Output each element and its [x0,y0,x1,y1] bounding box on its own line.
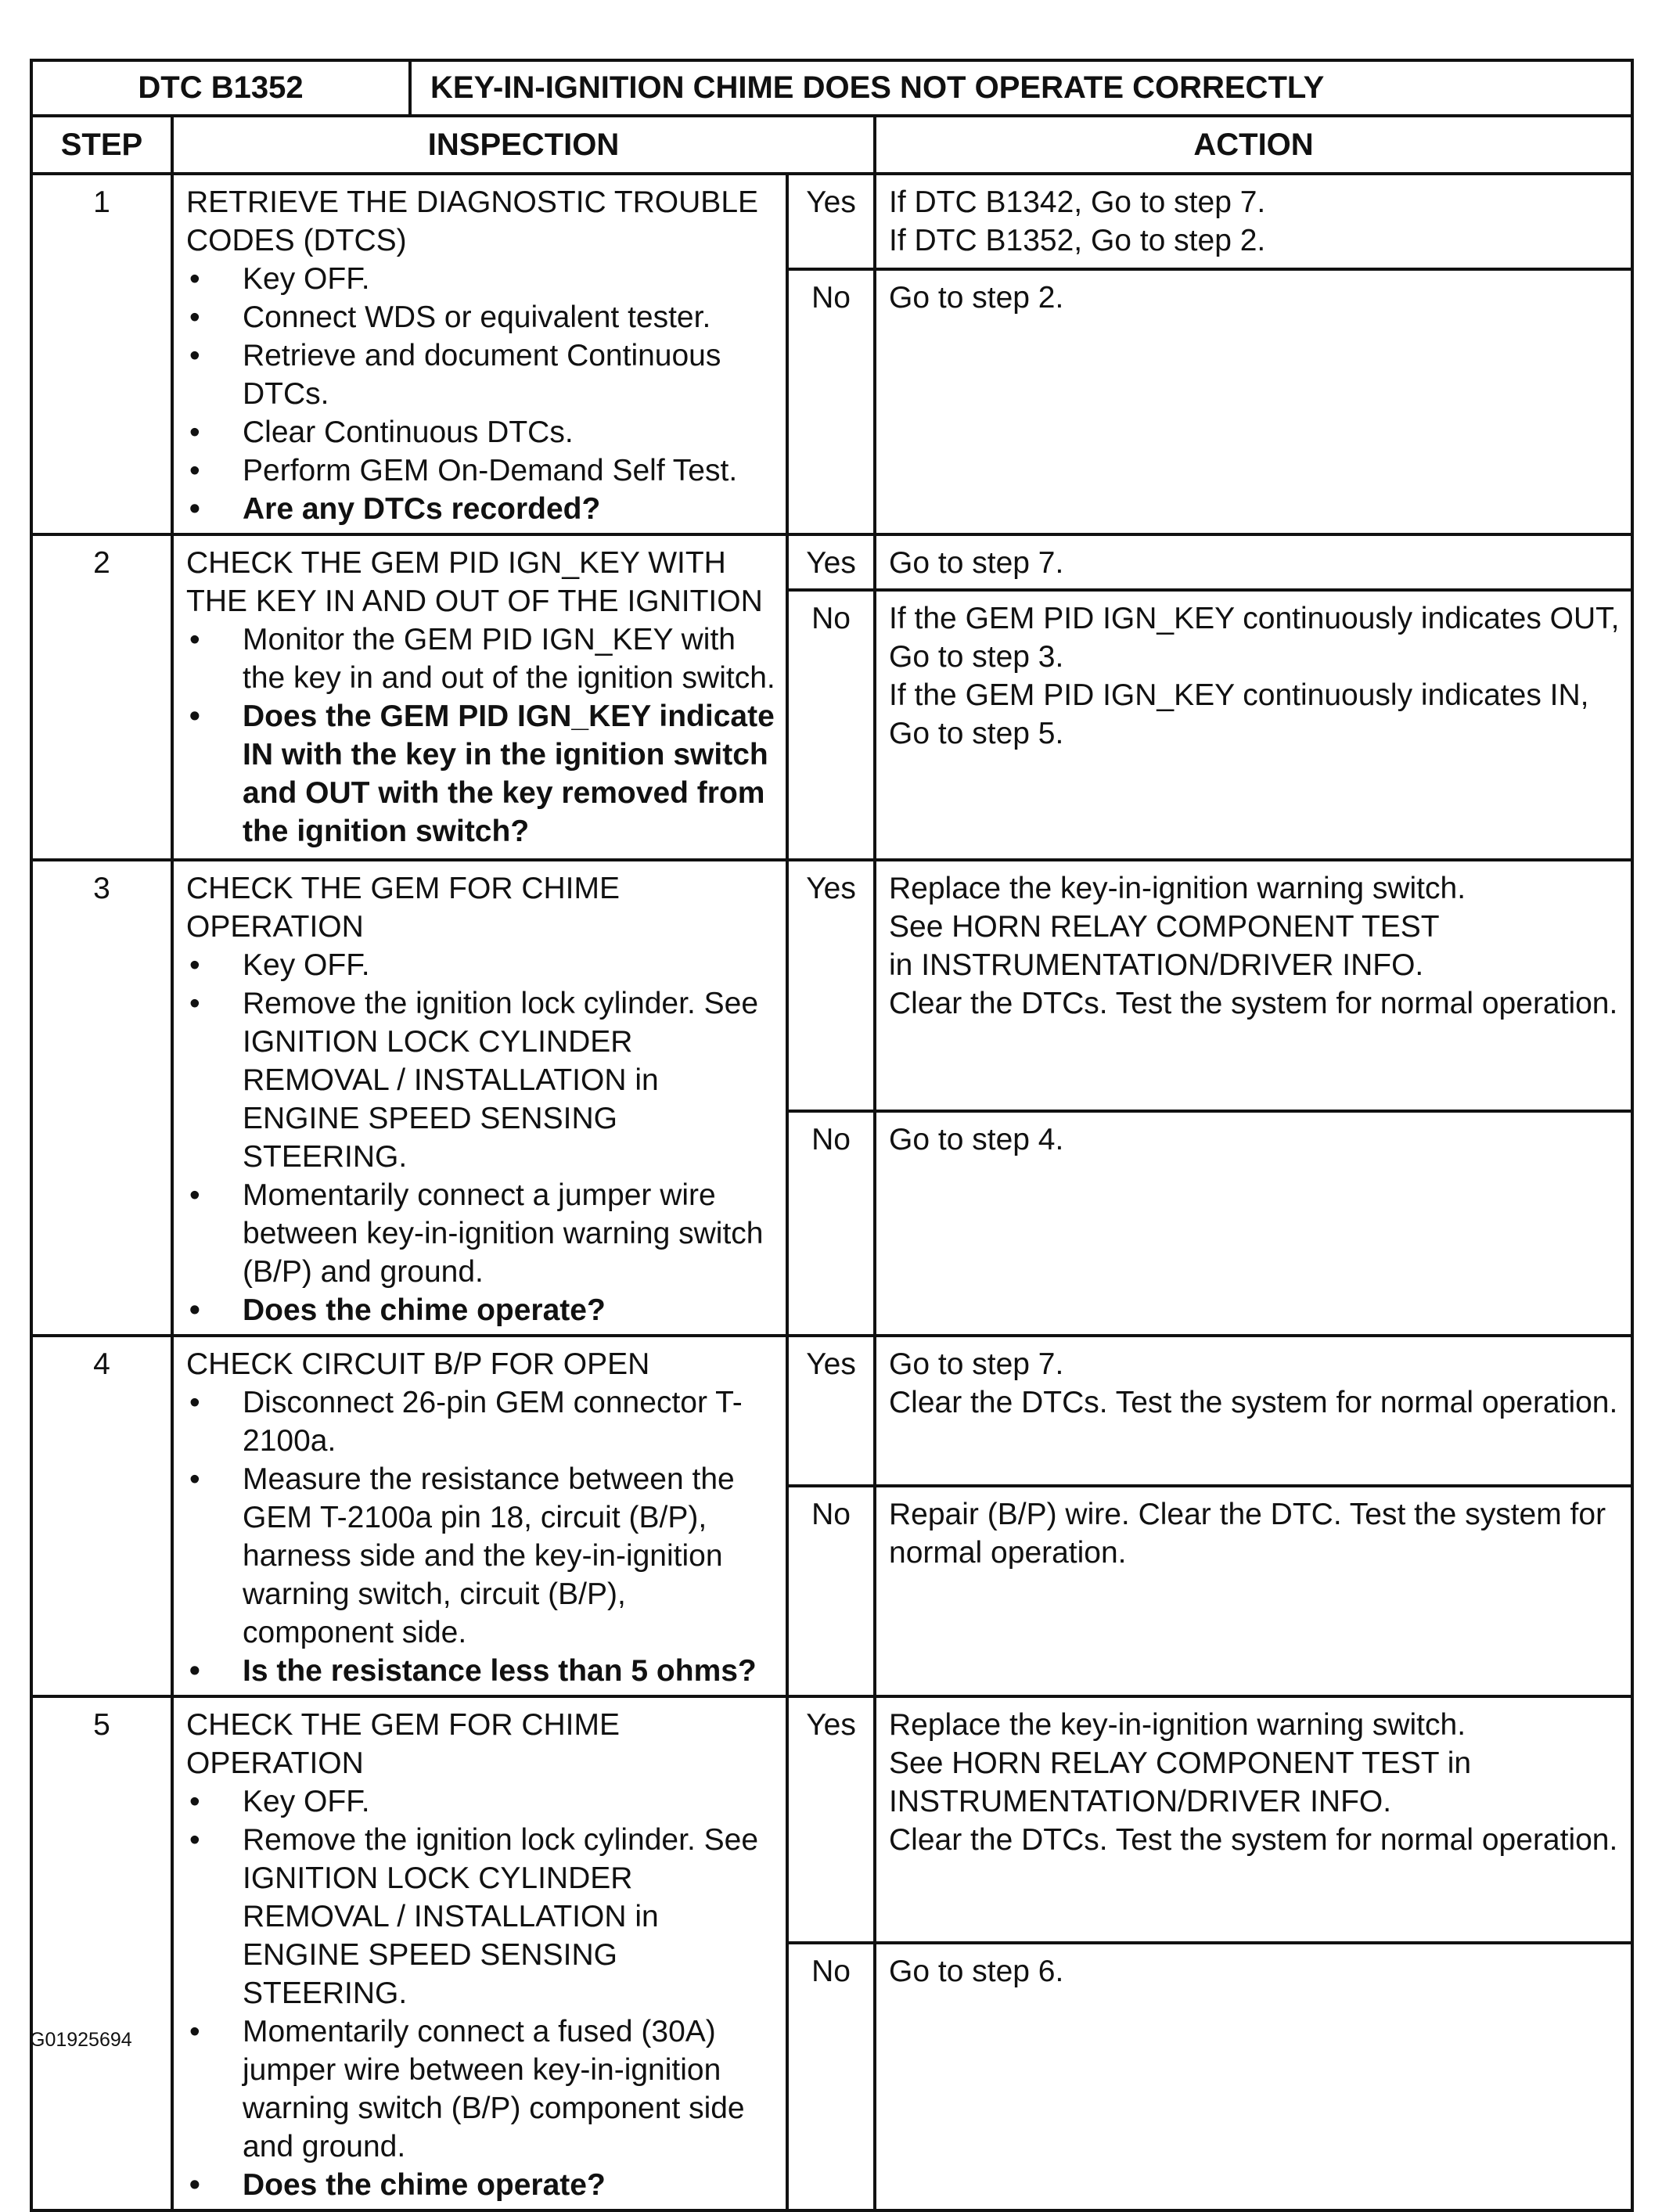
inspection-item-text: Remove the ignition lock cylinder. See IGNITION LOCK CYLINDER REMOVAL / INSTALLATION in ENGINE SPEED SENSING STEERING. [243,987,759,1174]
no-label: No [787,1111,875,1336]
bullet-icon: • [189,1654,200,1688]
inspection-item [186,1821,776,2012]
no-action [875,1943,1632,2210]
bullet-icon: • [189,987,200,1020]
inspection-item [186,451,776,490]
inspection-item [186,1782,776,1821]
inspection-list [186,946,776,1329]
bullet-icon: • [189,1178,200,1212]
inspection-item-text: Are any DTCs recorded? [243,492,601,526]
inspection-item [186,2012,776,2166]
yes-action [875,174,1632,269]
action-line: Go to step 6. [889,1954,1064,1988]
diagnostic-table [30,59,1634,2212]
bullet-icon: • [189,2015,200,2048]
step-row [31,860,1632,1111]
bullet-icon: • [189,1462,200,1496]
step-row [31,174,1632,269]
inspection-item-text: Remove the ignition lock cylinder. See IGNITION LOCK CYLINDER REMOVAL / INSTALLATION in ENGINE SPEED SENSING STEERING. [243,1823,759,2010]
bullet-icon: • [189,948,200,982]
inspection-title: RETRIEVE THE DIAGNOSTIC TROUBLE CODES (DTCS) [186,185,759,257]
inspection-title: CHECK THE GEM FOR CHIME OPERATION [186,1708,620,1780]
no-action [875,1111,1632,1336]
inspection-cell [172,1336,787,1696]
inspection-list [186,1383,776,1690]
action-line: in INSTRUMENTATION/DRIVER INFO. [889,948,1424,982]
action-line: Repair (B/P) wire. Clear the DTC. Test the system for normal operation. [889,1498,1606,1570]
no-label: No [787,590,875,860]
inspection-item [186,413,776,451]
inspection-item [186,336,776,413]
action-line: Clear the DTCs. Test the system for normal operation. [889,987,1618,1020]
yes-label: Yes [787,174,875,269]
yes-action [875,534,1632,590]
bullet-icon: • [189,1785,200,1818]
inspection-list [186,620,776,851]
action-line: See HORN RELAY COMPONENT TEST [889,910,1440,944]
step-header: STEP [31,116,172,174]
action-line: If the GEM PID IGN_KEY continuously indicates OUT, Go to step 3. [889,602,1620,674]
no-label: No [787,1943,875,2210]
inspection-item-text: Perform GEM On-Demand Self Test. [243,454,738,487]
action-line: Go to step 7. [889,546,1064,580]
inspection-item-text: Momentarily connect a fused (30A) jumper wire between key-in-ignition warning switch (B/P) component side and ground. [243,2015,745,2163]
bullet-icon: • [189,339,200,372]
inspection-cell [172,174,787,534]
bullet-icon: • [189,700,200,733]
step-number: 1 [31,174,172,534]
action-line: If DTC B1342, Go to step 7. [889,185,1266,219]
action-line: If the GEM PID IGN_KEY continuously indicates IN, Go to step 5. [889,678,1589,750]
figure-id: G01925694 [30,2029,132,2051]
inspection-list [186,260,776,528]
inspection-item-text: Clear Continuous DTCs. [243,415,574,449]
inspection-cell [172,1696,787,2210]
yes-action [875,1696,1632,1943]
bullet-icon: • [189,1386,200,1419]
bullet-icon: • [189,492,200,526]
inspection-cell [172,534,787,860]
no-action [875,269,1632,534]
inspection-item [186,1383,776,1460]
dtc-title: KEY-IN-IGNITION CHIME DOES NOT OPERATE CORRECTLY [410,60,1632,116]
yes-action [875,860,1632,1111]
action-line: Replace the key-in-ignition warning switch. [889,1708,1466,1742]
header-row [31,116,1632,174]
bullet-icon: • [189,1823,200,1857]
inspection-item-text: Disconnect 26-pin GEM connector T-2100a. [243,1386,743,1458]
step-number: 2 [31,534,172,860]
inspection-item [186,1652,776,1690]
action-line: Go to step 2. [889,280,1064,315]
action-line: See HORN RELAY COMPONENT TEST in INSTRUMENTATION/DRIVER INFO. [889,1746,1472,1818]
bullet-icon: • [189,1293,200,1327]
diagnostic-table-container [30,59,1631,2212]
step-number: 4 [31,1336,172,1696]
bullet-icon: • [189,454,200,487]
inspection-item [186,2166,776,2204]
inspection-header: INSPECTION [172,116,875,174]
inspection-item [186,298,776,336]
action-line: If DTC B1352, Go to step 2. [889,224,1266,257]
inspection-item-text: Does the chime operate? [243,1293,606,1327]
inspection-item [186,697,776,851]
no-label: No [787,1486,875,1696]
bullet-icon: • [189,300,200,334]
inspection-title: CHECK THE GEM PID IGN_KEY WITH THE KEY IN AND OUT OF THE IGNITION [186,546,763,618]
inspection-item-text: Measure the resistance between the GEM T-2100a pin 18, circuit (B/P), harness side and the key-in-ignition warning switch, circuit (B/P), component side. [243,1462,735,1649]
yes-label: Yes [787,860,875,1111]
step-row [31,1336,1632,1486]
no-label: No [787,269,875,534]
inspection-item-text: Monitor the GEM PID IGN_KEY with the key in and out of the ignition switch. [243,623,775,695]
inspection-item [186,260,776,298]
inspection-item-text: Connect WDS or equivalent tester. [243,300,711,334]
step-row [31,1696,1632,1943]
inspection-item-text: Key OFF. [243,948,370,982]
inspection-item-text: Key OFF. [243,1785,370,1818]
inspection-item-text: Does the GEM PID IGN_KEY indicate IN with the key in the ignition switch and OUT with the key removed from the ignition switch? [243,700,775,848]
inspection-item [186,1460,776,1652]
action-line: Clear the DTCs. Test the system for normal operation. [889,1823,1618,1857]
inspection-item [186,1176,776,1291]
bullet-icon: • [189,262,200,296]
action-header: ACTION [875,116,1632,174]
yes-action [875,1336,1632,1486]
inspection-item [186,490,776,528]
no-action [875,590,1632,860]
bullet-icon: • [189,415,200,449]
inspection-item-text: Is the resistance less than 5 ohms? [243,1654,757,1688]
step-row [31,534,1632,590]
inspection-cell [172,860,787,1336]
inspection-title: CHECK THE GEM FOR CHIME OPERATION [186,872,620,944]
inspection-item [186,620,776,697]
action-line: Replace the key-in-ignition warning switch. [889,872,1466,905]
bullet-icon: • [189,623,200,656]
bullet-icon: • [189,2168,200,2202]
action-line: Go to step 4. [889,1122,1064,1156]
inspection-item [186,984,776,1176]
no-action [875,1486,1632,1696]
yes-label: Yes [787,534,875,590]
inspection-title: CHECK CIRCUIT B/P FOR OPEN [186,1347,650,1381]
inspection-list [186,1782,776,2204]
inspection-item [186,1291,776,1329]
inspection-item-text: Key OFF. [243,262,370,296]
title-row [31,60,1632,116]
inspection-item-text: Retrieve and document Continuous DTCs. [243,339,721,411]
action-line: Clear the DTCs. Test the system for normal operation. [889,1386,1618,1419]
step-number: 5 [31,1696,172,2210]
inspection-item-text: Momentarily connect a jumper wire between key-in-ignition warning switch (B/P) and ground. [243,1178,764,1289]
inspection-item-text: Does the chime operate? [243,2168,606,2202]
action-line: Go to step 7. [889,1347,1064,1381]
yes-label: Yes [787,1696,875,1943]
dtc-code: DTC B1352 [31,60,410,116]
inspection-item [186,946,776,984]
yes-label: Yes [787,1336,875,1486]
step-number: 3 [31,860,172,1336]
